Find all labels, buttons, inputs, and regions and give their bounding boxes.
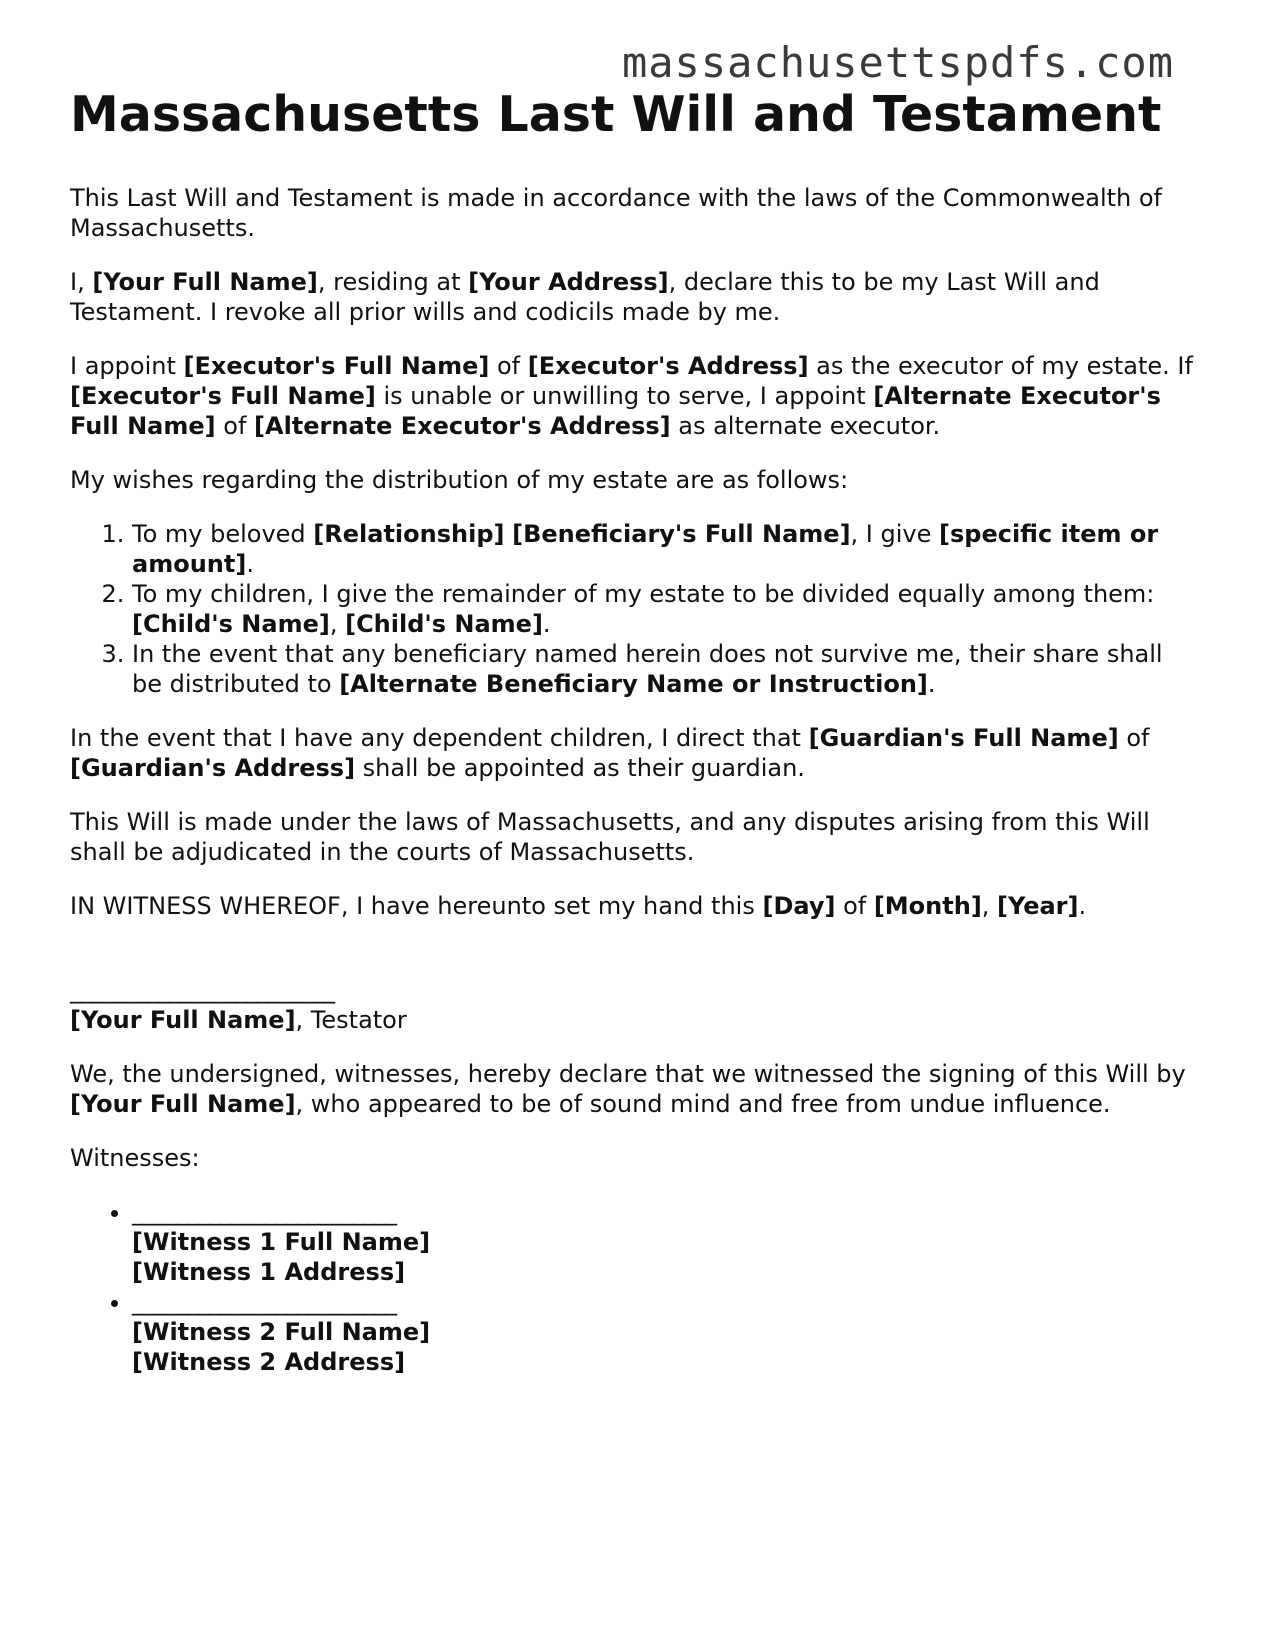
child-name-placeholder: [Child's Name]: [345, 609, 543, 638]
declaration-paragraph: I, [Your Full Name], residing at [Your Address], declare this to be my Last Will and Testament. I revoke all prior wills and codicils made by me.: [70, 267, 1100, 326]
list-item: 1. To my beloved [Relationship] [Beneficiary's Full Name], I give [specific item or amount].: [132, 519, 1200, 579]
intro-paragraph: This Last Will and Testament is made in accordance with the laws of the Commonwealth of Massachusetts.: [70, 183, 1162, 242]
watermark: massachusettspdfs.com: [621, 38, 1174, 87]
document-title: Massachusetts Last Will and Testament: [70, 86, 1162, 143]
witness-signature-line: ________________________: [132, 1197, 396, 1226]
day-placeholder: [Day]: [762, 891, 836, 920]
distribution-list: [70, 519, 1200, 699]
beneficiary-name-placeholder: [Beneficiary's Full Name]: [512, 519, 851, 548]
child-name-placeholder: [Child's Name]: [132, 609, 330, 638]
executor-address-placeholder: [Executor's Address]: [527, 351, 809, 380]
document-page: [70, 86, 1200, 1401]
witnesses-label: Witnesses:: [70, 1143, 200, 1172]
alternate-beneficiary-placeholder: [Alternate Beneficiary Name or Instruction]: [339, 669, 928, 698]
witness-whereof-paragraph: IN WITNESS WHEREOF, I have hereunto set my hand this [Day] of [Month], [Year].: [70, 891, 1087, 920]
gift-placeholder: [specific item or amount]: [132, 519, 1159, 578]
witness-address-placeholder: [Witness 1 Address]: [132, 1257, 406, 1286]
testator-name-placeholder: [Your Full Name]: [92, 267, 318, 296]
executor-paragraph: I appoint [Executor's Full Name] of [Executor's Address] as the executor of my estate. If [Executor's Full Name] is unable or unwilling to serve, I appoint [Alternate Executor's Full Name] of [Alternate Executor's Address] as alternate executor.: [70, 351, 1193, 440]
relationship-placeholder: [Relationship]: [313, 519, 505, 548]
month-placeholder: [Month]: [873, 891, 982, 920]
executor-name-placeholder: [Executor's Full Name]: [70, 381, 376, 410]
list-item: 3. In the event that any beneficiary named herein does not survive me, their share shall be distributed to [Alternate Beneficiary Name or Instruction].: [132, 639, 1200, 699]
testator-signature-line: ________________________: [70, 975, 334, 1004]
alternate-executor-name-placeholder: [Alternate Executor's Full Name]: [70, 381, 1161, 440]
governing-law-paragraph: This Will is made under the laws of Massachusetts, and any disputes arising from this Will shall be adjudicated in the courts of Massachusetts.: [70, 807, 1150, 866]
witness-list: [70, 1197, 1200, 1377]
year-placeholder: [Year]: [997, 891, 1079, 920]
list-item: [132, 1287, 1200, 1377]
guardian-name-placeholder: [Guardian's Full Name]: [808, 723, 1119, 752]
list-item: [132, 1197, 1200, 1287]
alternate-executor-address-placeholder: [Alternate Executor's Address]: [254, 411, 671, 440]
testator-address-placeholder: [Your Address]: [468, 267, 669, 296]
testator-signature-block: [70, 945, 1200, 1035]
witness-name-placeholder: [Witness 1 Full Name]: [132, 1227, 431, 1256]
witness-address-placeholder: [Witness 2 Address]: [132, 1347, 406, 1376]
witness-signature-line: ________________________: [132, 1287, 396, 1316]
list-item: 2. To my children, I give the remainder of my estate to be divided equally among them: [Child's Name], [Child's Name].: [132, 579, 1200, 639]
distribution-intro: My wishes regarding the distribution of my estate are as follows:: [70, 465, 849, 494]
guardian-address-placeholder: [Guardian's Address]: [70, 753, 356, 782]
attestation-paragraph: We, the undersigned, witnesses, hereby declare that we witnessed the signing of this Will by [Your Full Name], who appeared to be of sound mind and free from undue influence.: [70, 1059, 1186, 1118]
executor-name-placeholder: [Executor's Full Name]: [183, 351, 490, 380]
testator-name-placeholder: [Your Full Name]: [70, 1089, 296, 1118]
witness-name-placeholder: [Witness 2 Full Name]: [132, 1317, 431, 1346]
testator-name-placeholder: [Your Full Name]: [70, 1005, 296, 1034]
testator-role: , Testator: [295, 1005, 407, 1034]
guardian-paragraph: In the event that I have any dependent children, I direct that [Guardian's Full Name] of [Guardian's Address] shall be appointed as their guardian.: [70, 723, 1150, 782]
